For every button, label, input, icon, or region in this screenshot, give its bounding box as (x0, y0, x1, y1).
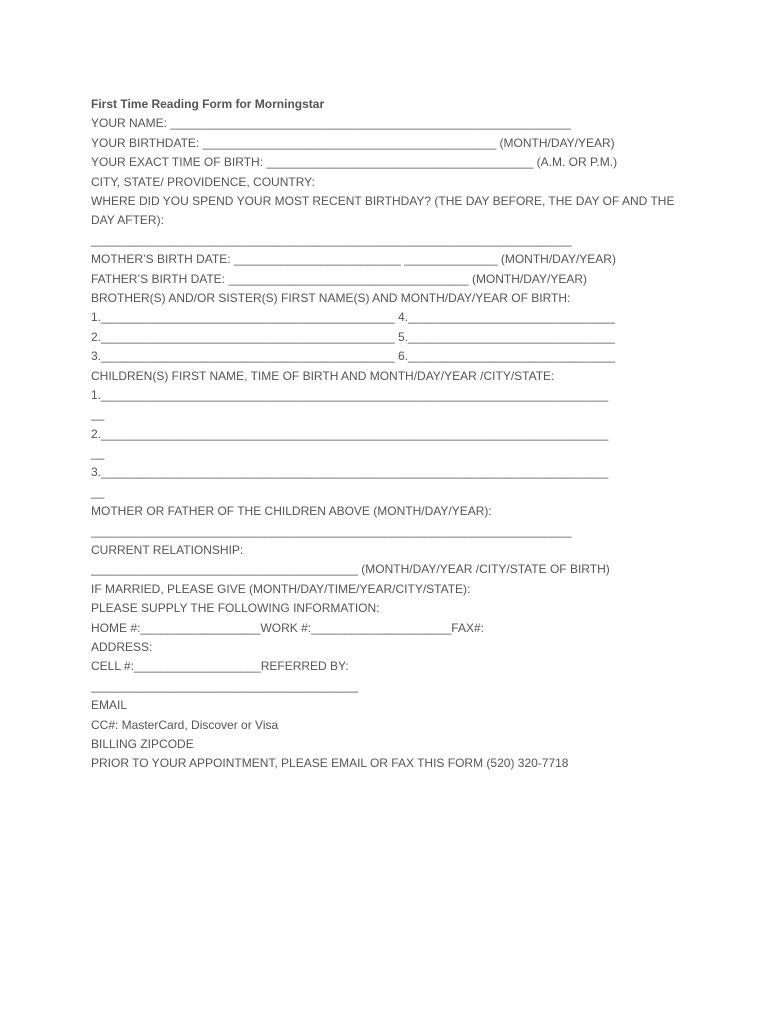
marriage-info-field: IF MARRIED, PLEASE GIVE (MONTH/DAY/TIME/YEAR/CITY/STATE): (91, 581, 471, 596)
form-page (91, 95, 691, 774)
submission-instructions: PRIOR TO YOUR APPOINTMENT, PLEASE EMAIL OR FAX THIS FORM (520) 320-7718 (91, 756, 569, 771)
recent-birthday-blank: ________________________________________________________________________ (91, 232, 572, 247)
siblings-heading: BROTHER(S) AND/OR SISTER(S) FIRST NAME(S) AND MONTH/DAY/YEAR OF BIRTH: (91, 290, 571, 305)
child-row-2: 2.____________________________________________________________________________ (91, 426, 609, 441)
child-row-1: 1.____________________________________________________________________________ (91, 387, 609, 402)
sibling-row-1: 1.____________________________________________ 4._______________________________ (91, 310, 615, 325)
form-title: First Time Reading Form for Morningstar (91, 97, 325, 111)
credit-card-field: CC#: MasterCard, Discover or Visa (91, 717, 279, 732)
email-field: EMAIL (91, 698, 128, 713)
child-row-2-continued: __ (91, 446, 105, 461)
your-birthdate-field: YOUR BIRTHDATE: ____________________________________________ (MONTH/DAY/YEAR) (91, 135, 615, 150)
children-heading: CHILDREN(S) FIRST NAME, TIME OF BIRTH AND MONTH/DAY/YEAR /CITY/STATE: (91, 368, 555, 383)
recent-birthday-question: WHERE DID YOU SPEND YOUR MOST RECENT BIRTHDAY? (THE DAY BEFORE, THE DAY OF AND THE DAY AFTER): (91, 193, 675, 228)
child-row-3-continued: __ (91, 484, 105, 499)
address-field: ADDRESS: (91, 639, 153, 654)
billing-zipcode-field: BILLING ZIPCODE (91, 736, 194, 751)
cell-referred-field: CELL #:___________________REFERRED BY: (91, 659, 349, 674)
phone-numbers-field: HOME #:__________________WORK #:_____________________FAX#: (91, 620, 484, 635)
your-name-field: YOUR NAME: ____________________________________________________________ (91, 116, 571, 131)
sibling-row-2: 2.____________________________________________ 5._______________________________ (91, 329, 615, 344)
relationship-birth-blank: ________________________________________ (MONTH/DAY/YEAR /CITY/STATE OF BIRTH) (91, 562, 610, 577)
children-parent-field: MOTHER OR FATHER OF THE CHILDREN ABOVE (MONTH/DAY/YEAR): (91, 504, 492, 519)
child-row-1-continued: __ (91, 407, 105, 422)
father-birth-date-field: FATHER’S BIRTH DATE: ____________________________________ (MONTH/DAY/YEAR) (91, 271, 588, 286)
current-relationship-field: CURRENT RELATIONSHIP: (91, 543, 244, 558)
mother-birth-date-field: MOTHER’S BIRTH DATE: _________________________ ______________ (MONTH/DAY/YEAR) (91, 252, 616, 267)
time-of-birth-field: YOUR EXACT TIME OF BIRTH: ________________________________________ (A.M. OR P.M.) (91, 155, 618, 170)
child-row-3: 3.____________________________________________________________________________ (91, 465, 609, 480)
children-parent-blank: ________________________________________________________________________ (91, 523, 572, 538)
referred-by-blank: ________________________________________ (91, 678, 358, 693)
supply-info-heading: PLEASE SUPPLY THE FOLLOWING INFORMATION: (91, 601, 380, 616)
sibling-row-3: 3.____________________________________________ 6._______________________________ (91, 349, 615, 364)
birth-place-field: CITY, STATE/ PROVIDENCE, COUNTRY: (91, 174, 315, 189)
